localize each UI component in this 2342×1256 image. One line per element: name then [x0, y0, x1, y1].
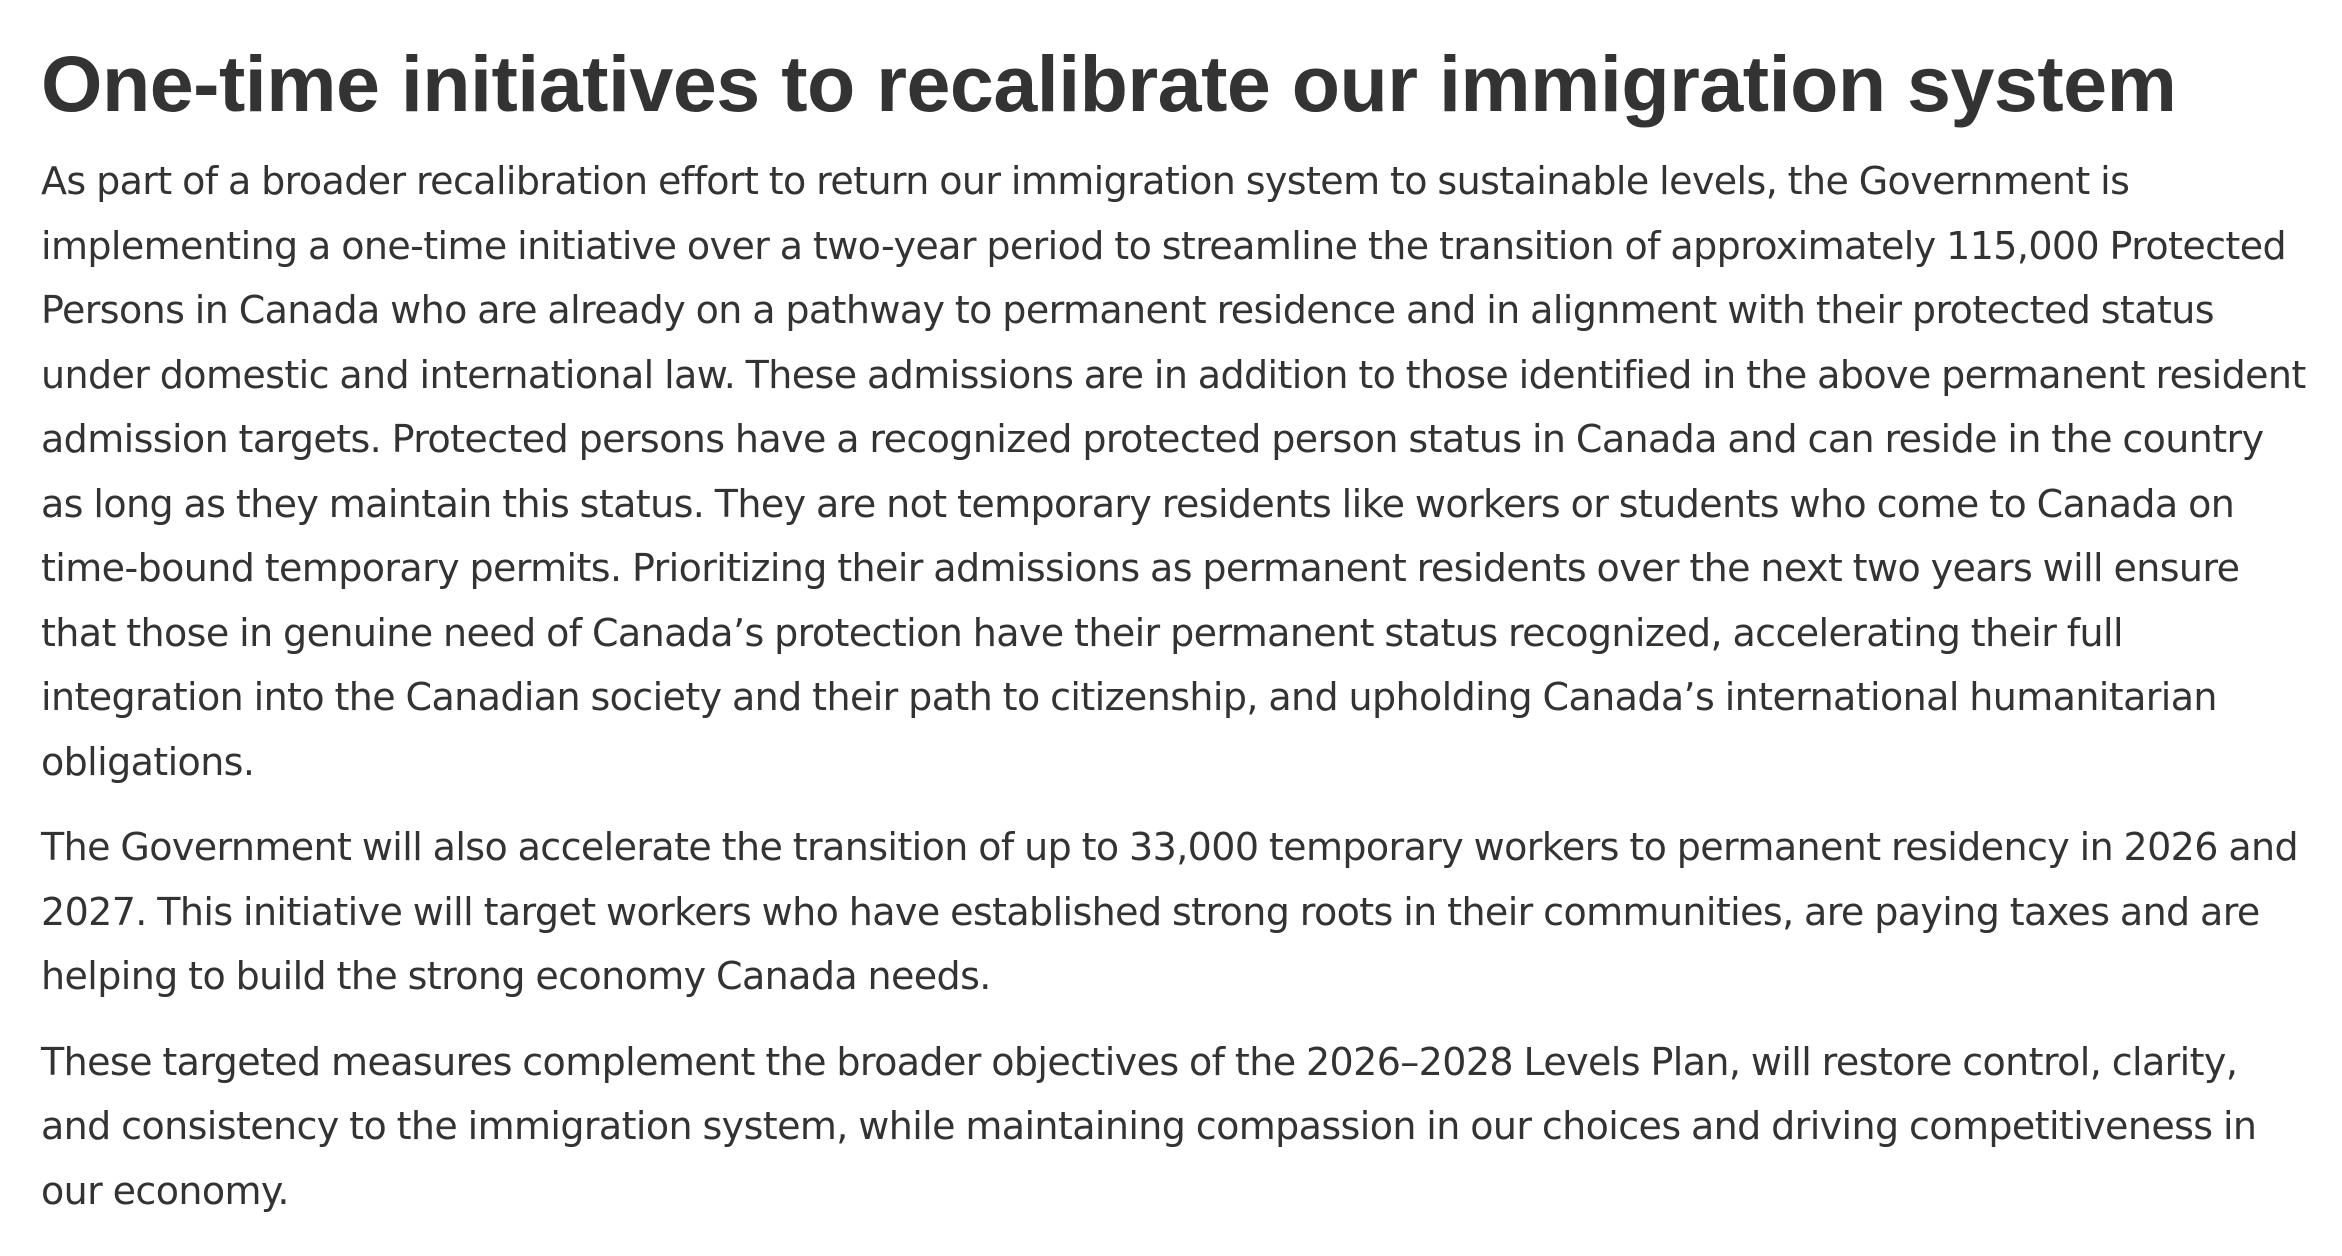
paragraph-protected-persons: As part of a broader recalibration effort to return our immigration system to sustainable levels, the Government is implementing a one-time initiative over a two-year period to streamline the transition of approximately 115,000 Protected Persons in Canada who are already on a pathway to permanent residence and in alignment with their protected status under domestic and international law. These admissions are in addition to those identified in the above permanent resident admission targets. Protected persons have a recognized protected person status in Canada and can reside in the country as long as they maintain this status. They are not temporary residents like workers or students who come to Canada on time-bound temporary permits. Prioritizing their admissions as permanent residents over the next two years will ensure that those in genuine need of Canada’s protection have their permanent status recognized, accelerating their full integration into the Canadian society and their path to citizenship, and upholding Canada’s international humanitarian obligations. [41, 159, 2306, 784]
paragraph-temporary-workers: The Government will also accelerate the transition of up to 33,000 temporary workers to permanent residency in 2026 and 2027. This initiative will target workers who have established strong roots in their communities, are paying taxes and are helping to build the strong economy Canada needs. [41, 825, 2299, 998]
section-heading: One-time initiatives to recalibrate our immigration system [41, 39, 2177, 128]
paragraph-targeted-measures: These targeted measures complement the broader objectives of the 2026–2028 Levels Plan, will restore control, clarity, and consistency to the immigration system, while maintaining compassion in our choices and driving competitiveness in our economy. [41, 1039, 2257, 1213]
